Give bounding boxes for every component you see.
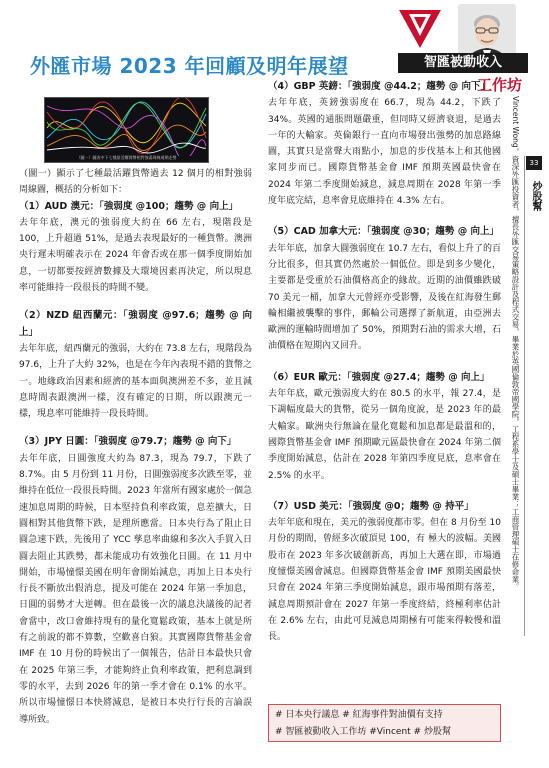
jpy-heading: （3）JPY 日圓：「強弱度 @79.7；趨勢 @ 向下」 (19, 436, 237, 448)
eur-heading: （6）EUR 歐元：「強弱度 @27.4；趨勢 @ 向上」 (268, 371, 490, 383)
author-bio: Vincent Wong，資深外匯投資者，擅長外匯交易策略設計及程式交易，畢業於英國倫敦帝國學院，工程系學士及碩士畢業；工商管理碩士在修命業。 (511, 96, 520, 591)
brand-subtitle: 工作坊 (430, 74, 522, 96)
page-number: 33 (526, 156, 542, 170)
hashtag-line: # 日本央行議息 # 紅海事件對油價有支持 (275, 710, 443, 720)
sidebar-divider (524, 156, 525, 636)
article-title: 外匯市場 2023 年回顧及明年展望 (30, 54, 349, 78)
eur-paragraph: 去年年底，歐元強弱度大約在 80.5 的水平，報 27.4，是下調幅度最大的貨幣，從另一個角度說，是 2023 年的最大輸家。歐洲央行無論在量化寬鬆和加息都是最溫和的，國際貨幣基金會 IMF 預期歐元區最快會在 2024 年第二個季度開始減息，估計在 2028 年第四季度見底，息率會在 2.5% 的水平。 (268, 389, 501, 481)
currency-strength-chart (44, 97, 209, 163)
cad-paragraph: 去年年底，加拿大圓強弱度在 10.7 左右，看似上升了的百分比很多，但其實仍然處於一個低位。即是到多少變化，主要都是受重於石油價格高企的緣故。近期的油價雖跌破 70 美元一桶，加拿大元曾經亦受影響，及後在紅海發生郵輪相繼被襲擊的事件，郵輪公司選擇了新航道，由亞洲去歐洲的運輸時間增加了 50%，預期對石油的需求大增，石油價格在短期內又回升。 (268, 243, 501, 352)
right-column (268, 79, 501, 646)
aud-paragraph: 去年年底，澳元的強弱度大約在 66 左右，現階段是 100，上升超過 51%，是過去表現最好的一種貨幣。澳洲央行遲未明確表示在 2024 年會否或在那一個季度開始加息，一切都要按經濟數據及大環境因素再決定，所以現息率可能維持一段很長的時間不變。 (19, 217, 252, 294)
chart-lines (45, 98, 208, 156)
usd-paragraph: 去年年底和現在，美元的強弱度都市零。但在 8 月份至 10 月份的期間，曾經多次破頂見 100，有 極大的波幅。美國股市在 2023 年多次破創新高，再加上大選在即，市場過度憧憬美國會減息。但國際貨幣基金會 IMF 預期美國最快只會在 2024 年第三季度開始減息，跟市場預期有落差，減息周期預計會在 2027 年第一季度終結，終極利率估計在 2.6% 左右，由此可見減息周期極有可能來得較慢和溫長。 (268, 518, 501, 643)
nzd-heading: （2）NZD 紐西蘭元：「強弱度 @97.6；趨勢 @ 向上」 (19, 310, 252, 338)
jpy-paragraph: 去年年底，日圓強度大約為 87.3，現為 79.7，下跌了 8.7%。由 5 月份到 11 月份，日圓強弱度多次跌至零，並維持在低位一段很長時間。2023 年當所有國家處於一個急速加息周期的時候，日本堅持負利率政策，息差擴大，日圓相對其他貨幣下跌，是理所應當。日本央行為了阻止日圓急速下跌，先後用了 YCC 孳息率曲線和多次入手買入日圓去阻止其跌勢，都未能成功有效強化日圓。在 11 月中開始，市場憧憬美國在明年會開始減息，再加上日本央行行長不斷放出假消息，提及可能在 2024 年第一季加息，日圓的弱勢才大逆轉。但在最後一次的議息決議後的記者會當中，改口會維持現有的量化寬鬆政策，基本上就是所有之前說的都不算數，空歡喜白狼。其實國際貨幣基金會 IMF 在 10 月份的時候出了一個報告，估計日本最快只會在 2025 年第三季，才能夠終止負利率政策，把利息調到零的水平，去到 2026 年的第一季才會在 0.1% 的水平。所以市場憧憬日本快將減息，是被日本央行行長的言論誤導所致。 (19, 453, 252, 725)
cad-heading: （5）CAD 加拿大元：「強弱度 @30；趨勢 @ 向上」 (268, 226, 500, 238)
brand-name-banner: 智匯被動收入 (398, 53, 528, 73)
chart-caption: （圖一）圖表中下七種最活躍貨幣相對強弱周線週期走勢 (76, 155, 177, 160)
author-sidebar (507, 96, 545, 636)
gbp-paragraph: 去年年底，英鎊強弱度在 66.7，現為 44.2，下跌了 34%。英國的通脹問題嚴重，但同時又經濟衰退，是過去一年的大輸家。英倫銀行一直向市場發出強勢的加息路線圖，其實只是當聲大雨點小，加息的步伐基本上和其他國家同步而已。國際貨幣基金會 IMF 預期英國最快會在 2024 年第二季度開始減息，減息周期在 2028 年第一季度年底完結，息率會見底維持在 4.3% 左右。 (268, 98, 501, 207)
author-column-name: 炒股幫 (530, 181, 541, 211)
aud-heading: （1）AUD 澳元：「強弱度 @100；趨勢 @ 向上」 (19, 200, 239, 212)
usd-heading: （7）USD 美元：「強弱度 @0；趨勢 @ 持平」 (268, 500, 474, 512)
brand-logo-icon (397, 8, 443, 50)
intro-paragraph: （圖一）顯示了七種最活躍貨幣過去 12 個月的相對強弱周線圖，概括的分析如下： (19, 169, 252, 196)
left-column (19, 166, 252, 728)
nzd-paragraph: 去年年底，紐西蘭元的強弱，大約在 73.8 左右，現階段為 97.6，上升了大約 32%，也是在今年內表現不錯的貨幣之一。地緣政治因素和經濟的基本面與澳洲差不多，並且減息時間表跟澳洲一樣，沒有確定的日期，所以跟澳元一樣，現息率可能維持一段長時間。 (19, 343, 252, 420)
hashtag-box (268, 704, 501, 742)
hashtag-line: # 智匯被動收入工作坊 #Vincent # 炒股幫 (275, 726, 451, 737)
gbp-heading: （4）GBP 英鎊：「強弱度 @44.2；趨勢 @ 向下」 (268, 81, 491, 92)
